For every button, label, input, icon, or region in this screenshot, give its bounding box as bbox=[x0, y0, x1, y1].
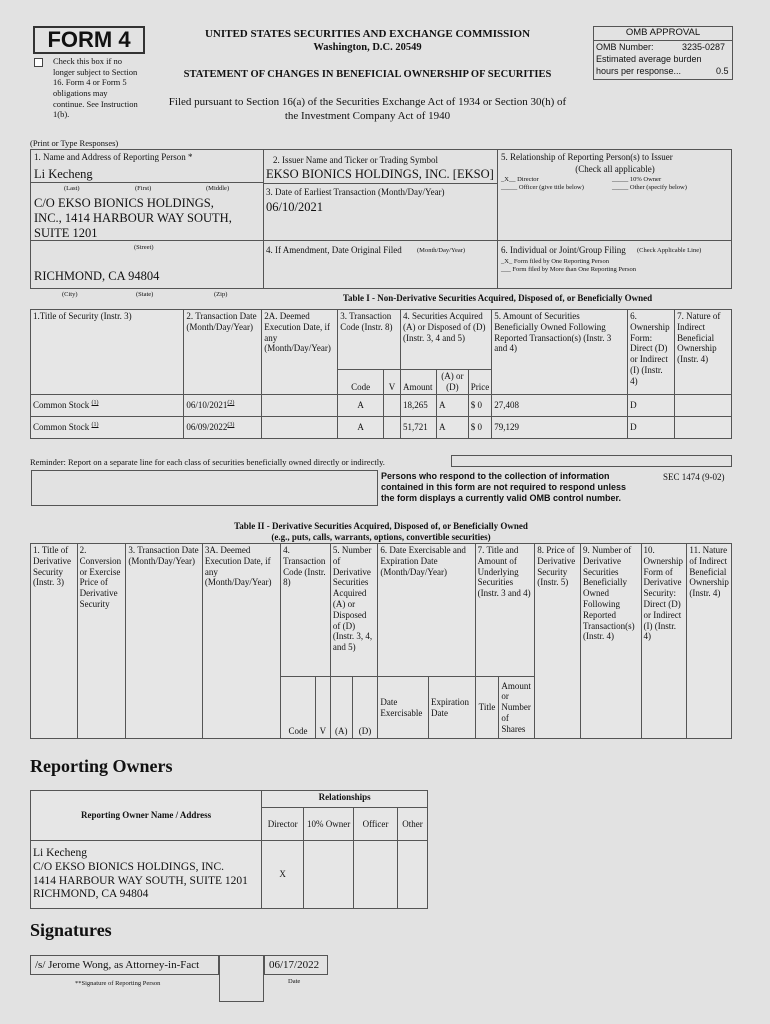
owner-line-2: C/O EKSO BIONICS HOLDINGS, INC. bbox=[33, 860, 225, 873]
omb-notice-1: Persons who respond to the collection of information bbox=[381, 471, 610, 481]
signature-date-label: Date bbox=[288, 978, 301, 985]
signature-spacer bbox=[219, 955, 264, 1002]
t1-sub-code: Code bbox=[338, 370, 384, 395]
filed-pursuant-2: the Investment Company Act of 1940 bbox=[284, 110, 451, 122]
t1-sub-price: Price bbox=[468, 370, 492, 395]
t2-sub-date-ex: Date Exercisable bbox=[378, 677, 429, 739]
zip-label: (Zip) bbox=[214, 291, 228, 298]
owners-col-name: Reporting Owner Name / Address bbox=[31, 791, 262, 841]
t1-r2-amount: 51,721 bbox=[401, 417, 437, 439]
t2-sub-amount: Amount or Number of Shares bbox=[499, 677, 535, 739]
filed-pursuant-1: Filed pursuant to Section 16(a) of the Securities Exchange Act of 1934 or Section 30(h) of bbox=[168, 96, 567, 108]
reminder-field[interactable] bbox=[451, 455, 732, 467]
signer-name: /s/ Jerome Wong, as Attorney-in-Fact bbox=[35, 959, 200, 971]
issuer-label: 2. Issuer Name and Ticker or Trading Symbol bbox=[273, 155, 438, 165]
omb-notice-3: the form displays a currently valid OMB control number. bbox=[381, 493, 622, 503]
signature-date: 06/17/2022 bbox=[269, 959, 320, 971]
t1-sub-v: V bbox=[384, 370, 401, 395]
address-line-3: SUITE 1201 bbox=[34, 226, 98, 240]
amendment-hint: (Month/Day/Year) bbox=[417, 247, 466, 254]
t2-sub-d: (D) bbox=[352, 677, 378, 739]
footnote-link[interactable]: (3) bbox=[227, 422, 235, 429]
t2-h9: 9. Number of Derivative Securities Beneficially Owned Following Reported Transaction(s) (Instr. 4) bbox=[580, 544, 641, 739]
amendment-label: 4. If Amendment, Date Original Filed bbox=[266, 245, 402, 255]
owners-other: Other bbox=[397, 808, 427, 841]
t1-r1-code: A bbox=[338, 395, 384, 417]
earliest-date-value: 06/10/2021 bbox=[266, 200, 323, 214]
earliest-date-label: 3. Date of Earliest Transaction (Month/Day/Year) bbox=[266, 187, 445, 197]
reminder: Reminder: Report on a separate line for each class of securities beneficially owned directly or indirectly. bbox=[30, 457, 385, 467]
table2-title-1: Table II - Derivative Securities Acquired, Disposed of, or Beneficially Owned bbox=[234, 521, 528, 531]
table1-title: Table I - Non-Derivative Securities Acquired, Disposed of, or Beneficially Owned bbox=[342, 293, 653, 303]
relationship-10pct: _____ 10% Owner bbox=[612, 176, 662, 183]
reporting-person-label: 1. Name and Address of Reporting Person * bbox=[34, 152, 193, 162]
t1-h4: 4. Securities Acquired (A) or Disposed of (D) (Instr. 3, 4 and 5) bbox=[401, 310, 492, 370]
middle-label: (Middle) bbox=[206, 185, 230, 192]
t2-sub-v: V bbox=[315, 677, 330, 739]
signatures-heading: Signatures bbox=[30, 920, 112, 940]
reporting-owners-heading: Reporting Owners bbox=[30, 756, 173, 776]
t1-h7: 7. Nature of Indirect Beneficial Ownership (Instr. 4) bbox=[675, 310, 732, 395]
t1-h1: 1.Title of Security (Instr. 3) bbox=[31, 310, 184, 395]
filing-one: _X_ Form filed by One Reporting Person bbox=[501, 258, 609, 265]
omb-notice-2: contained in this form are not required to respond unless bbox=[381, 482, 627, 492]
table-row bbox=[31, 841, 428, 909]
t1-r1-security: Common Stock bbox=[33, 400, 90, 411]
table2-title-2: (e.g., puts, calls, warrants, options, convertible securities) bbox=[271, 532, 491, 542]
t1-r1-owned: 27,408 bbox=[492, 395, 628, 417]
table-row bbox=[31, 417, 732, 439]
street-label: (Street) bbox=[134, 244, 154, 251]
statement-title: STATEMENT OF CHANGES IN BENEFICIAL OWNERSHIP OF SECURITIES bbox=[183, 69, 552, 80]
city-label: (City) bbox=[62, 291, 78, 298]
t1-h6: 6. Ownership Form: Direct (D) or Indirect (I) (Instr. 4) bbox=[628, 310, 675, 395]
filing-more: ___ Form filed by More than One Reporting Person bbox=[501, 266, 637, 273]
owners-10pct: 10% Owner bbox=[304, 808, 354, 841]
omb-hours-label: hours per response... bbox=[596, 66, 682, 76]
t2-sub-title: Title bbox=[475, 677, 499, 739]
sec-code: SEC 1474 (9-02) bbox=[663, 472, 725, 482]
owners-officer: Officer bbox=[354, 808, 398, 841]
agency-location: Washington, D.C. 20549 bbox=[313, 42, 422, 53]
t1-h5: 5. Amount of Securities Beneficially Owned Following Reported Transaction(s) (Instr. 3 and 4) bbox=[492, 310, 628, 395]
footnote-link[interactable]: (1) bbox=[91, 422, 99, 429]
owner-director-mark: X bbox=[262, 841, 304, 909]
t1-r1-form: D bbox=[628, 395, 675, 417]
owners-relationships: Relationships bbox=[262, 791, 428, 808]
owner-line-4: RICHMOND, CA 94804 bbox=[33, 888, 149, 901]
t2-h4: 4. Transaction Code (Instr. 8) bbox=[281, 544, 331, 677]
section16-note: Check this box if no longer subject to Section 16. Form 4 or Form 5 obligations may continue. See Instruction 1(b). bbox=[53, 56, 138, 120]
t2-sub-code: Code bbox=[281, 677, 316, 739]
agency-name: UNITED STATES SECURITIES AND EXCHANGE COMMISSION bbox=[204, 28, 531, 40]
t2-h2: 2. Conversion or Exercise Price of Derivative Security bbox=[77, 544, 126, 739]
footnote-link[interactable]: (1) bbox=[91, 400, 99, 407]
t1-r2-security: Common Stock bbox=[33, 422, 90, 433]
t1-h3: 3. Transaction Code (Instr. 8) bbox=[338, 310, 401, 370]
t2-h6: 6. Date Exercisable and Expiration Date (Month/Day/Year) bbox=[378, 544, 475, 677]
owner-line-1: Li Kecheng bbox=[33, 846, 87, 859]
blank-field bbox=[31, 470, 378, 506]
omb-number-label: OMB Number: bbox=[596, 42, 654, 52]
t2-h7: 7. Title and Amount of Underlying Securities (Instr. 3 and 4) bbox=[475, 544, 535, 677]
t1-r2-ad: A bbox=[436, 417, 468, 439]
reporting-person-name: Li Kecheng bbox=[34, 167, 93, 181]
t2-h10: 10. Ownership Form of Derivative Security: Direct (D) or Indirect (I) (Instr. 4) bbox=[641, 544, 687, 739]
t1-sub-ad: (A) or (D) bbox=[436, 370, 468, 395]
omb-approval-title: OMB APPROVAL bbox=[625, 27, 701, 38]
t1-r1-date: 06/10/2021 bbox=[186, 400, 228, 411]
relationship-officer: _____ Officer (give title below) bbox=[501, 184, 584, 191]
t2-h3: 3. Transaction Date (Month/Day/Year) bbox=[126, 544, 202, 739]
last-label: (Last) bbox=[64, 185, 80, 192]
t1-r2-code: A bbox=[338, 417, 384, 439]
table1 bbox=[30, 309, 732, 439]
footnote-link[interactable]: (2) bbox=[227, 400, 235, 407]
relationship-check-all: (Check all applicable) bbox=[575, 164, 655, 174]
form-title: FORM 4 bbox=[47, 27, 131, 52]
t1-r2-price: $ 0 bbox=[468, 417, 492, 439]
relationship-other: _____ Other (specify below) bbox=[612, 184, 687, 191]
signer-label: **Signature of Reporting Person bbox=[75, 980, 161, 987]
t2-h11: 11. Nature of Indirect Beneficial Ownership (Instr. 4) bbox=[687, 544, 732, 739]
omb-number: 3235-0287 bbox=[682, 42, 726, 52]
t2-sub-exp: Expiration Date bbox=[429, 677, 476, 739]
relationship-director: _X__ Director bbox=[501, 176, 539, 183]
t1-r1-price: $ 0 bbox=[468, 395, 492, 417]
t1-r2-date: 06/09/2022 bbox=[186, 422, 228, 433]
table2 bbox=[30, 543, 732, 739]
t1-r2-form: D bbox=[628, 417, 675, 439]
table-row bbox=[31, 395, 732, 417]
t2-h3a: 3A. Deemed Execution Date, if any (Month/Day/Year) bbox=[202, 544, 280, 739]
relationship-label: 5. Relationship of Reporting Person(s) to Issuer bbox=[501, 152, 673, 162]
issuer-value: EKSO BIONICS HOLDINGS, INC. [EKSO] bbox=[266, 167, 494, 181]
t2-h8: 8. Price of Derivative Security (Instr. 5) bbox=[535, 544, 581, 739]
owners-director: Director bbox=[262, 808, 304, 841]
city-line: RICHMOND, CA 94804 bbox=[34, 269, 160, 283]
t1-r2-owned: 79,129 bbox=[492, 417, 628, 439]
print-type-note: (Print or Type Responses) bbox=[30, 138, 119, 148]
omb-hours: 0.5 bbox=[716, 66, 729, 76]
address-line-1: C/O EKSO BIONICS HOLDINGS, bbox=[34, 196, 214, 210]
state-label: (State) bbox=[136, 291, 154, 298]
filing-label: 6. Individual or Joint/Group Filing bbox=[501, 245, 626, 255]
t2-sub-a: (A) bbox=[330, 677, 352, 739]
t1-r1-amount: 18,265 bbox=[401, 395, 437, 417]
t1-h2a: 2A. Deemed Execution Date, if any (Month/Day/Year) bbox=[262, 310, 338, 395]
t2-h1: 1. Title of Derivative Security (Instr. 3) bbox=[31, 544, 78, 739]
t1-sub-amount: Amount bbox=[401, 370, 437, 395]
address-line-2: INC., 1414 HARBOUR WAY SOUTH, bbox=[34, 211, 232, 225]
owner-line-3: 1414 HARBOUR WAY SOUTH, SUITE 1201 bbox=[33, 874, 248, 887]
t1-r1-ad: A bbox=[436, 395, 468, 417]
filing-hint: (Check Applicable Line) bbox=[637, 247, 702, 254]
reporting-owners-table bbox=[30, 790, 428, 909]
omb-burden-label: Estimated average burden bbox=[596, 54, 702, 64]
section16-checkbox[interactable] bbox=[34, 58, 43, 67]
t2-h5: 5. Number of Derivative Securities Acquired (A) or Disposed of (D) (Instr. 3, 4, and 5) bbox=[330, 544, 378, 677]
t1-h2: 2. Transaction Date (Month/Day/Year) bbox=[184, 310, 262, 395]
first-label: (First) bbox=[135, 185, 152, 192]
